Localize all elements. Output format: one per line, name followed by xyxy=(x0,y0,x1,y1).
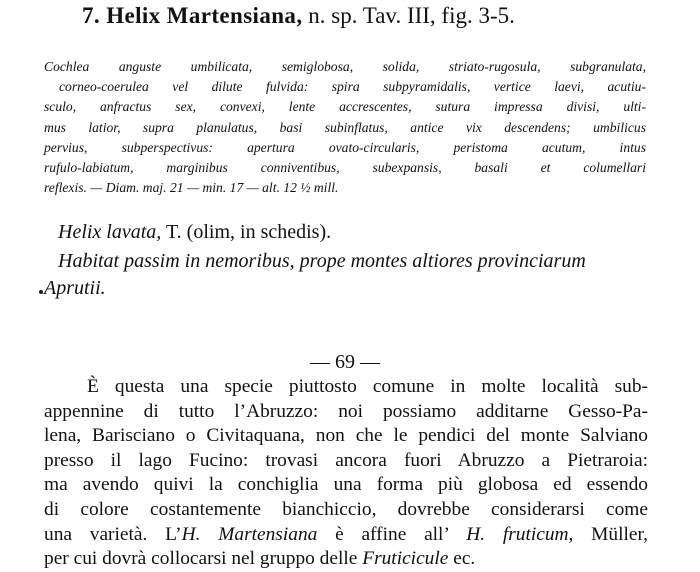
diagnosis-line: corneo-coerulea vel dilute fulvida: spira subpyramidalis, vertice laevi, acutiu- xyxy=(59,79,646,95)
body-line xyxy=(44,449,648,474)
text-run: una varietà. L’ xyxy=(44,523,182,545)
body-line xyxy=(44,424,648,449)
text-run: , Müller, xyxy=(568,523,648,545)
synonym-line xyxy=(58,220,331,244)
habitat-line: Aprutii. xyxy=(44,277,106,299)
body-paragraph xyxy=(44,375,648,572)
habitat-paragraph xyxy=(44,248,644,302)
body-line xyxy=(44,400,648,425)
body-line xyxy=(44,375,648,400)
species-reference: n. sp. Tav. III, fig. 3-5. xyxy=(308,3,515,28)
synonym-note: T. (olim, in schedis). xyxy=(165,221,332,243)
body-line xyxy=(44,523,648,548)
diagnosis-line: sculo, anfractus sex, convexi, lente accrescentes, sutura impressa divisi, ulti- xyxy=(44,99,646,115)
text-run: di colore costantemente bianchiccio, dovrebbe considerarsi come xyxy=(44,498,648,520)
latin-diagnosis xyxy=(44,57,646,198)
diagnosis-line: rufulo-labiatum, marginibus conniventibus, subexpansis, basali et columellari xyxy=(44,159,646,175)
body-line xyxy=(44,498,648,523)
diagnosis-line: pervius, subperspectivus: apertura ovato-circularis, peristoma acutum, intus xyxy=(44,139,646,155)
text-run: È questa una specie piuttosto comune in molte località sub- xyxy=(87,376,648,397)
habitat-line: Habitat passim in nemoribus, prope montes altiores provinciarum xyxy=(58,250,586,272)
text-run: ec. xyxy=(448,548,476,570)
text-run: per cui dovrà collocarsi nel gruppo delle xyxy=(44,548,363,570)
page-number: — 69 — xyxy=(310,351,380,373)
diagnosis-line: mus latior, supra planulatus, basi subinflatus, antice vix descendens; umbilicus xyxy=(44,119,646,135)
print-speck xyxy=(39,290,43,294)
diagnosis-line: Cochlea anguste umbilicata, semiglobosa, solida, striato-rugosula, subgranulata, xyxy=(44,59,646,74)
synonym-name: Helix lavata, xyxy=(58,221,162,243)
species-heading xyxy=(82,2,515,30)
body-line xyxy=(44,547,648,572)
species-number-name: 7. Helix Martensiana, xyxy=(82,3,303,28)
italic-run: Fruticicule xyxy=(362,548,449,570)
text-run: è affine all’ xyxy=(317,523,467,545)
text-run: ma avendo quivi la conchiglia una forma più globosa ed essendo xyxy=(44,474,648,496)
italic-run: H. fruticum xyxy=(466,523,569,545)
text-run: lena, Barisciano o Civitaquana, non che le pendici del monte Salviano xyxy=(44,425,648,447)
diagnosis-line: reflexis. — Diam. maj. 21 — min. 17 — alt. 12 ½ mill. xyxy=(44,180,339,196)
body-line xyxy=(44,473,648,498)
text-run: appennine di tutto l’Abruzzo: noi possiamo additarne Gesso-Pa- xyxy=(44,400,648,422)
text-run: presso il lago Fucino: trovasi ancora fuori Abruzzo a Pietraroia: xyxy=(44,449,648,471)
italic-run: H. Martensiana xyxy=(181,523,318,545)
